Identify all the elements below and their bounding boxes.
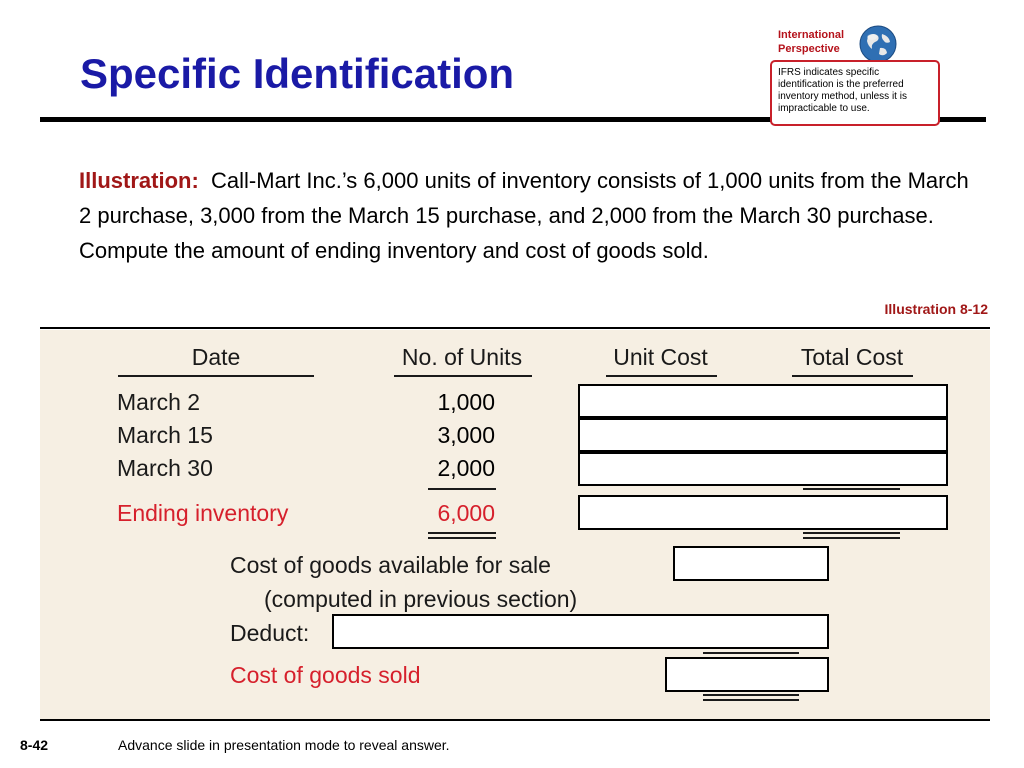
- international-perspective-box: IFRS indicates specific identification is the preferred inventory method, unless it is impracticable to use.: [770, 60, 940, 126]
- ending-inventory-units: 6,000: [437, 500, 495, 526]
- answer-box-row-3: [578, 452, 948, 486]
- answer-box-row-1: [578, 384, 948, 418]
- illustration-lead: Illustration:: [79, 168, 199, 193]
- cogs-total-rule-1: [703, 694, 799, 696]
- header-total-cost: Total Cost: [800, 344, 904, 370]
- answer-box-deduct: [332, 614, 829, 649]
- slide-title: Specific Identification: [80, 50, 515, 97]
- answer-box-ending-inventory: [578, 495, 948, 530]
- header-unit-cost: Unit Cost: [613, 344, 708, 370]
- panel-top-rule: [40, 327, 990, 329]
- ip-header-line1: International: [778, 29, 845, 41]
- deduct-label: Deduct:: [230, 620, 310, 646]
- slide-number: 8-42: [20, 737, 49, 753]
- total-cost-total-rule-1: [803, 532, 900, 534]
- cogs-available-note: (computed in previous section): [264, 586, 578, 612]
- cogs-available-label: Cost of goods available for sale: [230, 552, 551, 578]
- row-units-1: 1,000: [437, 389, 495, 415]
- row-date-3: March 30: [117, 455, 213, 481]
- row-units-2: 3,000: [437, 422, 495, 448]
- row-date-1: March 2: [117, 389, 201, 415]
- illustration-text: [79, 163, 984, 268]
- panel-bottom-rule: [40, 719, 990, 721]
- ending-inventory-label: Ending inventory: [117, 500, 289, 526]
- international-perspective-header: [778, 28, 864, 56]
- total-cost-total-rule-2: [803, 537, 900, 539]
- footer-note: Advance slide in presentation mode to reveal answer.: [118, 737, 450, 753]
- cogs-total-rule-2: [703, 699, 799, 701]
- answer-box-goods-available: [673, 546, 829, 581]
- globe-icon: [858, 24, 898, 64]
- deduct-rule: [703, 652, 799, 654]
- illustration-body: Call-Mart Inc.’s 6,000 units of inventory consists of 1,000 units from the March 2 purchase, 3,000 from the March 15 purchase, and 2,000 from the March 30 purchase. Compute the amount of ending inventory and cost of goods sold.: [79, 168, 969, 263]
- row-units-3: 2,000: [437, 455, 495, 481]
- header-date-rule: [118, 375, 314, 377]
- header-unit-cost-rule: [606, 375, 717, 377]
- units-subtotal-rule: [428, 488, 496, 490]
- answer-box-cogs: [665, 657, 829, 692]
- cogs-label: Cost of goods sold: [230, 662, 421, 688]
- total-cost-subtotal-rule: [803, 488, 900, 490]
- header-units-rule: [394, 375, 532, 377]
- header-date: Date: [191, 344, 241, 370]
- illustration-reference: Illustration 8-12: [884, 301, 988, 317]
- header-total-cost-rule: [792, 375, 913, 377]
- units-total-rule-2: [428, 537, 496, 539]
- units-total-rule-1: [428, 532, 496, 534]
- row-date-2: March 15: [117, 422, 213, 448]
- ip-header-line2: Perspective: [778, 43, 840, 55]
- answer-box-row-2: [578, 418, 948, 452]
- header-units: No. of Units: [401, 344, 523, 370]
